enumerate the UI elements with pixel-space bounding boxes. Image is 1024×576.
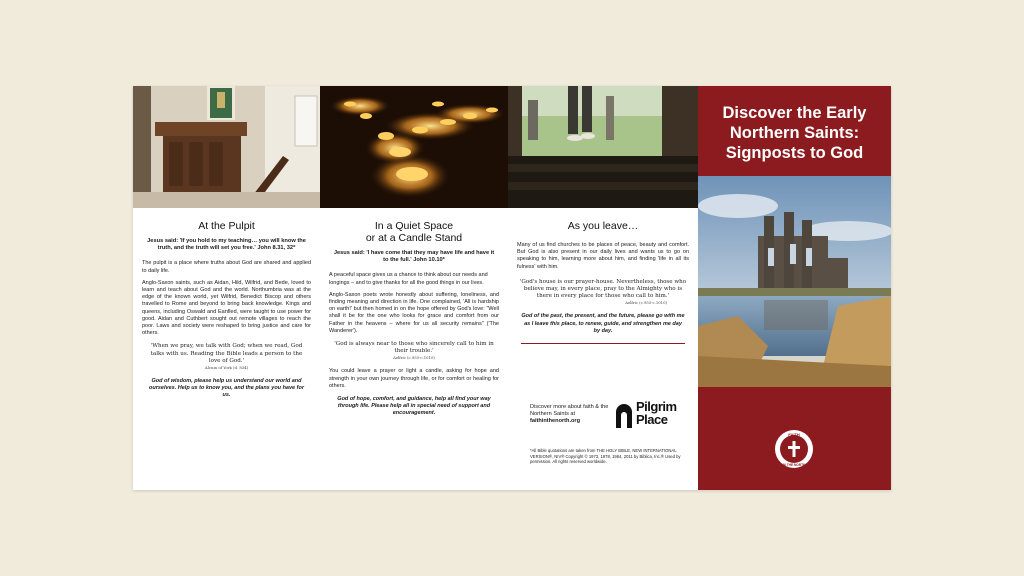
panel-quiet-space — [320, 86, 508, 490]
heading-line: or at a Candle Stand — [365, 232, 463, 244]
logo-line: Place — [636, 412, 668, 427]
body-paragraph: Anglo-Saxon saints, such as Aidan, Hild, Wilfrid, and Bede, loved to learn and teach about God and the world. Northumbria was at the edge of the known world, yet Wilfrid, Benedict Biscop and others travelled to Rome and beyond to bring back knowledge. Kings and queens, including Oswald and Eanfled, were taught to use power for good. Aidan and Cuthbert sought out remote villages to reach the poor. Laws and society were reshaped to bring justice and care for others. — [142, 279, 311, 337]
promo-area — [530, 238, 688, 478]
heading-line: In a Quiet Space — [374, 220, 454, 232]
body-paragraph: Anglo-Saxon poets wrote honestly about suffering, loneliness, and finding meaning and direction in life. One complained, 'All is hardship on earth!' but then homed in on the hope offered by God's love: "Well shall it be for the one who looks for grace and comfort from our Father in the heavens – where for us all security remains" ('The Wanderer'). — [329, 291, 499, 334]
logo-line: Pilgrim — [636, 399, 677, 414]
title-line: Northern Saints: — [729, 124, 860, 142]
logo-wordmark — [636, 400, 677, 426]
citation-quote: 'When we pray, we talk with God; when we read, God talks with us. Reading the Bible leads a person to the love of God.' — [150, 343, 303, 364]
title-line: Discover the Early — [722, 104, 867, 122]
pulpit-photo — [133, 86, 320, 208]
citation-quote: 'God is always near to those who sincerely call to him in their trouble.' — [334, 341, 494, 355]
prayer-text: God of the past, the present, and the future, please go with me as I leave this place, to renew, guide, and strengthen me day by day. — [521, 313, 685, 334]
faith-in-the-north-logo — [774, 429, 814, 469]
title-line: Signposts to God — [725, 144, 864, 162]
body-paragraph: Many of us find churches to be places of peace, beauty and comfort. But God is also present in our daily lives and wants us to go on speaking to him, learning more about him, and finding 'life in all its fulness' with him. — [517, 242, 689, 270]
panel-as-you-leave — [508, 86, 698, 490]
prayer-text: God of hope, comfort, and guidance, help all find your way through life. Please help all in special need of support and encouragement. — [337, 396, 491, 417]
doorway-photo — [508, 86, 698, 208]
website-link[interactable]: faithinthenorth.org — [530, 418, 581, 424]
panel-heading — [329, 220, 499, 244]
discover-more — [530, 404, 610, 425]
citation-source: Aelfric (c.955-c.1010) — [625, 300, 667, 306]
scripture-quote: Jesus said: 'I have come that they may have life and have it to the full.' John 10.10* — [333, 250, 495, 264]
pilgrim-place-logo — [614, 400, 694, 432]
panel-heading: As you leave… — [567, 220, 639, 232]
logo-top-text: FAITH — [788, 432, 800, 437]
abbey-photo — [698, 176, 891, 387]
citation-source: Aelfric (c.955-c.1010) — [393, 355, 435, 361]
panel-pulpit — [133, 86, 320, 490]
citation-source: Alcuin of York (d. 834) — [204, 365, 249, 371]
body-paragraph: A peaceful space gives us a chance to think about our needs and longings – and to give thanks for all the good things in our lives. — [329, 272, 488, 286]
body-paragraph: You could leave a prayer or light a candle, asking for hope and strength in your own journey through life, or for comfort or healing for others. — [329, 368, 499, 389]
scripture-quote: Jesus said: 'If you hold to my teaching… you will know the truth, and the truth will set you free.' John 8.31, 32* — [147, 238, 306, 252]
cover-panel — [698, 86, 891, 490]
arch-icon — [614, 402, 634, 428]
panel-heading: At the Pulpit — [198, 220, 255, 232]
discover-text: Discover more about faith & the Northern Saints at — [530, 404, 609, 417]
body-paragraph: The pulpit is a place where truths about God are shared and applied to daily life. — [142, 260, 311, 274]
brochure — [133, 86, 891, 490]
candles-photo — [320, 86, 508, 208]
logo-bottom-text: IN THE NORTH — [782, 463, 806, 467]
cover-title — [698, 103, 891, 163]
citation-quote: 'God's house is our prayer-house. Nevertheless, those who believe may, in every place, pray to the Almighty who is there in every place for those who call to him.' — [519, 278, 687, 300]
footnote: *All Bible quotations are taken from THE HOLY BIBLE, NEW INTERNATIONAL VERSION®, NIV® Copyright © 1973, 1978, 1984, 2011 by Biblica, Inc.® Used by permission. All rights reserved worldwide. — [530, 448, 681, 465]
prayer-text: God of wisdom, please help us understand our world and ourselves. Help us to know you, and the plans you have for us. — [149, 378, 304, 399]
